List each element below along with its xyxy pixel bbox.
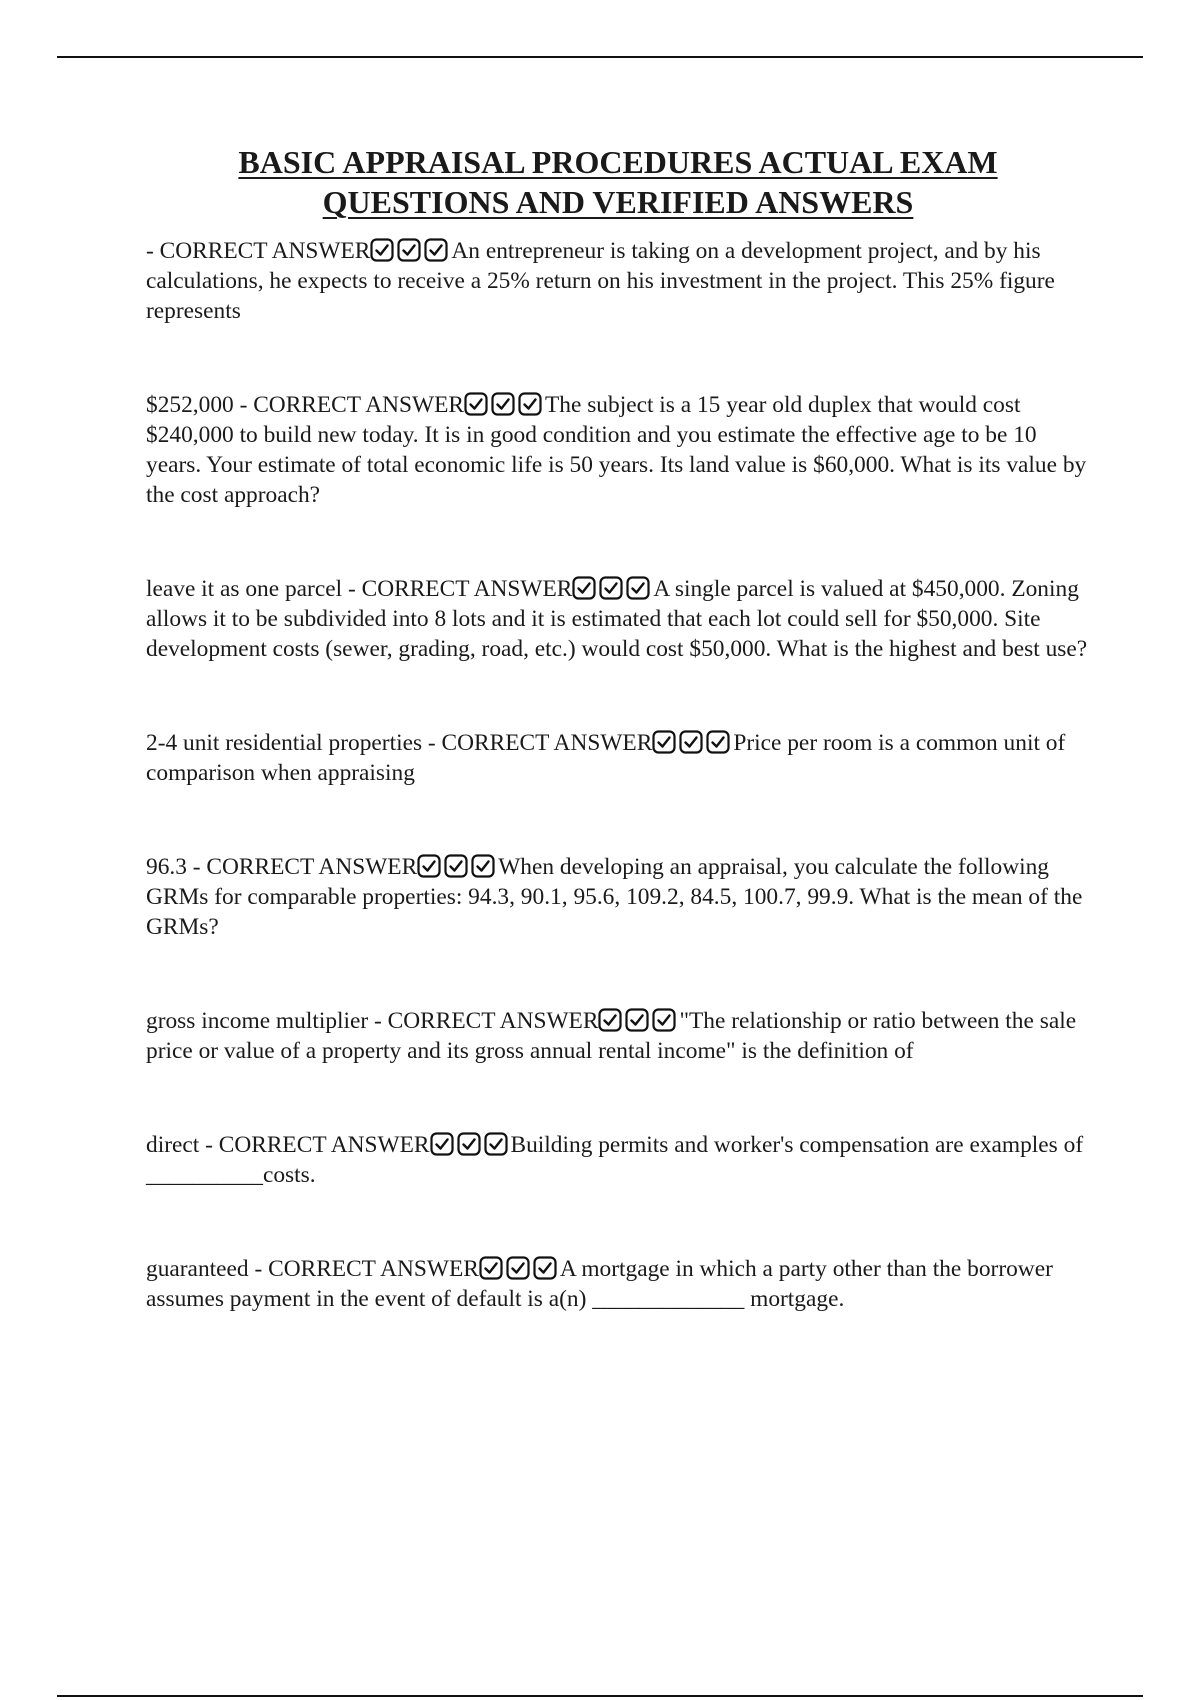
qa-answer: direct	[146, 1132, 200, 1158]
checked-box-icon	[518, 392, 542, 416]
document-body	[146, 142, 1090, 1314]
check-icons	[370, 238, 451, 264]
qa-separator: - CORRECT ANSWER	[146, 238, 371, 264]
qa-question: A mortgage in which a party other than the borrower assumes payment in the event of default is a(n) _____________ mortgage.	[146, 1256, 1053, 1312]
qa-question: "The relationship or ratio between the sale price or value of a property and its gross annual rental income" is the definition of	[146, 1008, 1077, 1064]
qa-question: The subject is a 15 year old duplex that would cost $240,000 to build new today. It is in good condition and you estimate the effective age to be 10 years. Your estimate of total economic life is 50 years. Its land value is $60,000. What is its value by the cost approach?	[146, 392, 1087, 508]
checked-box-icon	[444, 854, 468, 878]
bottom-rule	[57, 1695, 1143, 1697]
qa-separator: - CORRECT ANSWER	[248, 1256, 479, 1282]
qa-question: When developing an appraisal, you calculate the following GRMs for comparable properties: 94.3, 90.1, 95.6, 109.2, 84.5, 100.7, 99.9. What is the mean of the GRMs?	[146, 854, 1083, 940]
checked-box-icon	[484, 1132, 508, 1156]
checked-box-icon	[479, 1256, 503, 1280]
checked-box-icon	[533, 1256, 557, 1280]
checked-box-icon	[625, 1008, 649, 1032]
qa-separator: - CORRECT ANSWER	[368, 1008, 599, 1034]
top-rule	[57, 56, 1143, 58]
checked-box-icon	[599, 576, 623, 600]
qa-question: A single parcel is valued at $450,000. Zoning allows it to be subdivided into 8 lots and it is estimated that each lot could sell for $50,000. Site development costs (sewer, grading, road, etc.) would cost $50,000. What is the highest and best use?	[146, 576, 1088, 662]
checked-box-icon	[572, 576, 596, 600]
checked-box-icon	[457, 1132, 481, 1156]
title-line-2: QUESTIONS AND VERIFIED ANSWERS	[322, 184, 914, 220]
check-icons	[417, 854, 498, 880]
qa-item-4	[146, 728, 1090, 788]
qa-item-6	[146, 1006, 1090, 1066]
check-icons	[479, 1256, 560, 1282]
check-icons	[652, 730, 733, 756]
checked-box-icon	[598, 1008, 622, 1032]
check-icons	[464, 392, 545, 418]
qa-answer: $252,000	[146, 392, 234, 418]
qa-question: An entrepreneur is taking on a development project, and by his calculations, he expects to receive a 25% return on his investment in the project. This 25% figure represents	[146, 238, 1055, 324]
qa-item-7	[146, 1130, 1090, 1190]
check-icons	[430, 1132, 511, 1158]
checked-box-icon	[424, 238, 448, 262]
qa-item-2	[146, 390, 1090, 510]
check-icons	[598, 1008, 679, 1034]
checked-box-icon	[471, 854, 495, 878]
qa-answer: gross income multiplier	[146, 1008, 369, 1034]
checked-box-icon	[706, 730, 730, 754]
document-title	[146, 142, 1090, 222]
qa-separator: - CORRECT ANSWER	[186, 854, 418, 880]
title-line-1: BASIC APPRAISAL PROCEDURES ACTUAL EXAM	[238, 144, 998, 180]
qa-separator: - CORRECT ANSWER	[422, 730, 653, 756]
qa-separator: - CORRECT ANSWER	[199, 1132, 430, 1158]
qa-item-5	[146, 852, 1090, 942]
check-icons	[572, 576, 653, 602]
checked-box-icon	[464, 392, 488, 416]
checked-box-icon	[370, 238, 394, 262]
checked-box-icon	[652, 730, 676, 754]
checked-box-icon	[417, 854, 441, 878]
checked-box-icon	[652, 1008, 676, 1032]
qa-separator: - CORRECT ANSWER	[233, 392, 464, 418]
checked-box-icon	[491, 392, 515, 416]
qa-answer: guaranteed	[146, 1256, 249, 1282]
checked-box-icon	[626, 576, 650, 600]
qa-answer: leave it as one parcel	[146, 576, 343, 602]
qa-item-8	[146, 1254, 1090, 1314]
checked-box-icon	[430, 1132, 454, 1156]
checked-box-icon	[679, 730, 703, 754]
checked-box-icon	[397, 238, 421, 262]
qa-question: Building permits and worker's compensation are examples of __________costs.	[146, 1132, 1084, 1188]
qa-question: Price per room is a common unit of comparison when appraising	[146, 730, 1066, 786]
qa-item-3	[146, 574, 1090, 664]
qa-separator: - CORRECT ANSWER	[342, 576, 573, 602]
checked-box-icon	[506, 1256, 530, 1280]
qa-answer: 2-4 unit residential properties	[146, 730, 423, 756]
qa-item-1	[146, 236, 1090, 326]
qa-answer: 96.3	[146, 854, 187, 880]
